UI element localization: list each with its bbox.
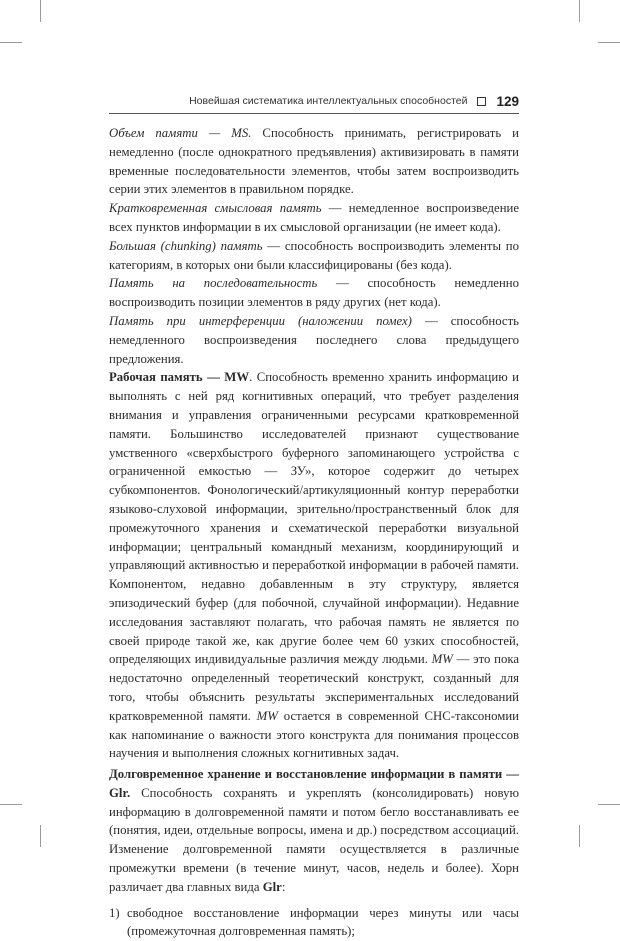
paragraph-short-term-meaningful (109, 199, 519, 237)
crop-mark-top-left (40, 0, 41, 22)
paragraph-chunking (109, 237, 519, 275)
text-long-term-storage-end: : (281, 879, 286, 894)
term-working-memory: Рабочая память — MW (109, 370, 250, 385)
crop-mark-top-left-h (0, 42, 22, 43)
crop-mark-bottom-left-h (0, 804, 22, 805)
crop-mark-bottom-right-h (598, 804, 620, 805)
term-chunking: Большая (chunking) память (109, 238, 263, 253)
abbr-glr: Glr (262, 879, 282, 894)
list-item (109, 904, 519, 941)
abbr-mw-2: MW (256, 708, 278, 723)
text-long-term-storage: Способность сохранять и укреплять (консолидировать) новую информацию в долговременной памяти и потом бегло восстанавливать ее (понятия, идеи, отдельные вопросы, имена и др.) посредством ассоциаций. Изменение долговременной памяти осуществляется в различные промежутки времени (в течение минут, часов, недель и более). Хорн различает два главных вида (109, 785, 519, 894)
text-working-memory-c: остается в современной СНС-таксономии как напоминание о важности этого конструкта для понимания процессов научения и выполнения сложных когнитивных задач. (109, 708, 519, 761)
crop-mark-top-right (579, 0, 580, 22)
crop-mark-bottom-left (40, 825, 41, 847)
term-interference: Память при интерференции (наложении помех) (109, 313, 412, 328)
running-title: Новейшая систематика интеллектуальных способностей (189, 95, 468, 107)
list-item-number: 1) (109, 905, 120, 920)
page-number: 129 (496, 93, 519, 109)
text-sequence: — способность немедленно воспроизводить позиции элементов в ряду других (нет кода). (109, 276, 519, 310)
term-long-term-storage: Долговременное хранение и восстановление информации в памяти — Glr. (109, 767, 519, 800)
text-chunking: — способность воспроизводить элементы по категориям, в которых они были классифицированы (без кода). (109, 238, 520, 272)
term-short-term-meaningful: Кратковременная смысловая память (109, 201, 322, 216)
header-rule (109, 113, 519, 114)
text-short-term-meaningful: — немедленное воспроизведение всех пунктов информации в их смысловой организации (не имеет кода). (109, 201, 520, 234)
abbr-mw-1: MW (431, 652, 453, 667)
paragraph-interference (109, 312, 519, 368)
paragraph-long-term-storage (109, 765, 519, 897)
term-sequence: Память на последовательность (109, 276, 318, 291)
text-working-memory-b: — это пока недостаточно определенный теоретический конструкт, созданный для того, чтобы объяснить результаты экспериментальных исследований кратковременной памяти. (109, 652, 519, 723)
list-item-text: свободное восстановление информации через минуты или часы (промежуточная долговременная память); (127, 905, 519, 939)
crop-mark-top-right-h (598, 42, 620, 43)
term-memory-span: Объем памяти — MS. (109, 126, 252, 140)
paragraph-working-memory (109, 368, 519, 763)
text-interference: — способность немедленного воспроизведения последнего слова предыдущего предложения. (109, 313, 519, 366)
crop-mark-bottom-right (579, 825, 580, 847)
text-memory-span: Способность принимать, регистрировать и немедленно (после однократного предъявления) активизировать в памяти временные последовательности элементов, чтобы затем воспроизводить серии этих элементов в правильном порядке. (109, 126, 519, 197)
text-working-memory-a: . Способность временно хранить информацию и выполнять с ней ряд когнитивных операций, что требует разделения внимания и управления ограниченными ресурсами кратковременной памяти. Большинство исследователей признают существование умственного «сверхбыстрого буферного запоминающего устройства с ограниченной емкостью — ЗУ», которое содержит до четырех субкомпонентов. Фонологический/артикуляционный контур переработки языково-слуховой информации, зрительно/пространственный блок для промежуточного хранения и схематической переработки визуальной информации; центральный командный механизм, координирующий и управляющий активностью и переработкой информации в рабочей памяти. Компонентом, недавно добавленным в эту структуру, является эпизодический буфер (для побочной, случайной информации). Недавние исследования заставляют полагать, что рабочая память не является по своей природе такой же, как другие более чем 60 узких способностей, определяющих индивидуальные различия между людьми. (109, 370, 519, 667)
paragraph-sequence (109, 274, 519, 312)
paragraph-memory-span (109, 124, 519, 199)
square-bullet-icon (477, 97, 486, 106)
page-body (109, 124, 519, 941)
running-header (109, 93, 519, 109)
